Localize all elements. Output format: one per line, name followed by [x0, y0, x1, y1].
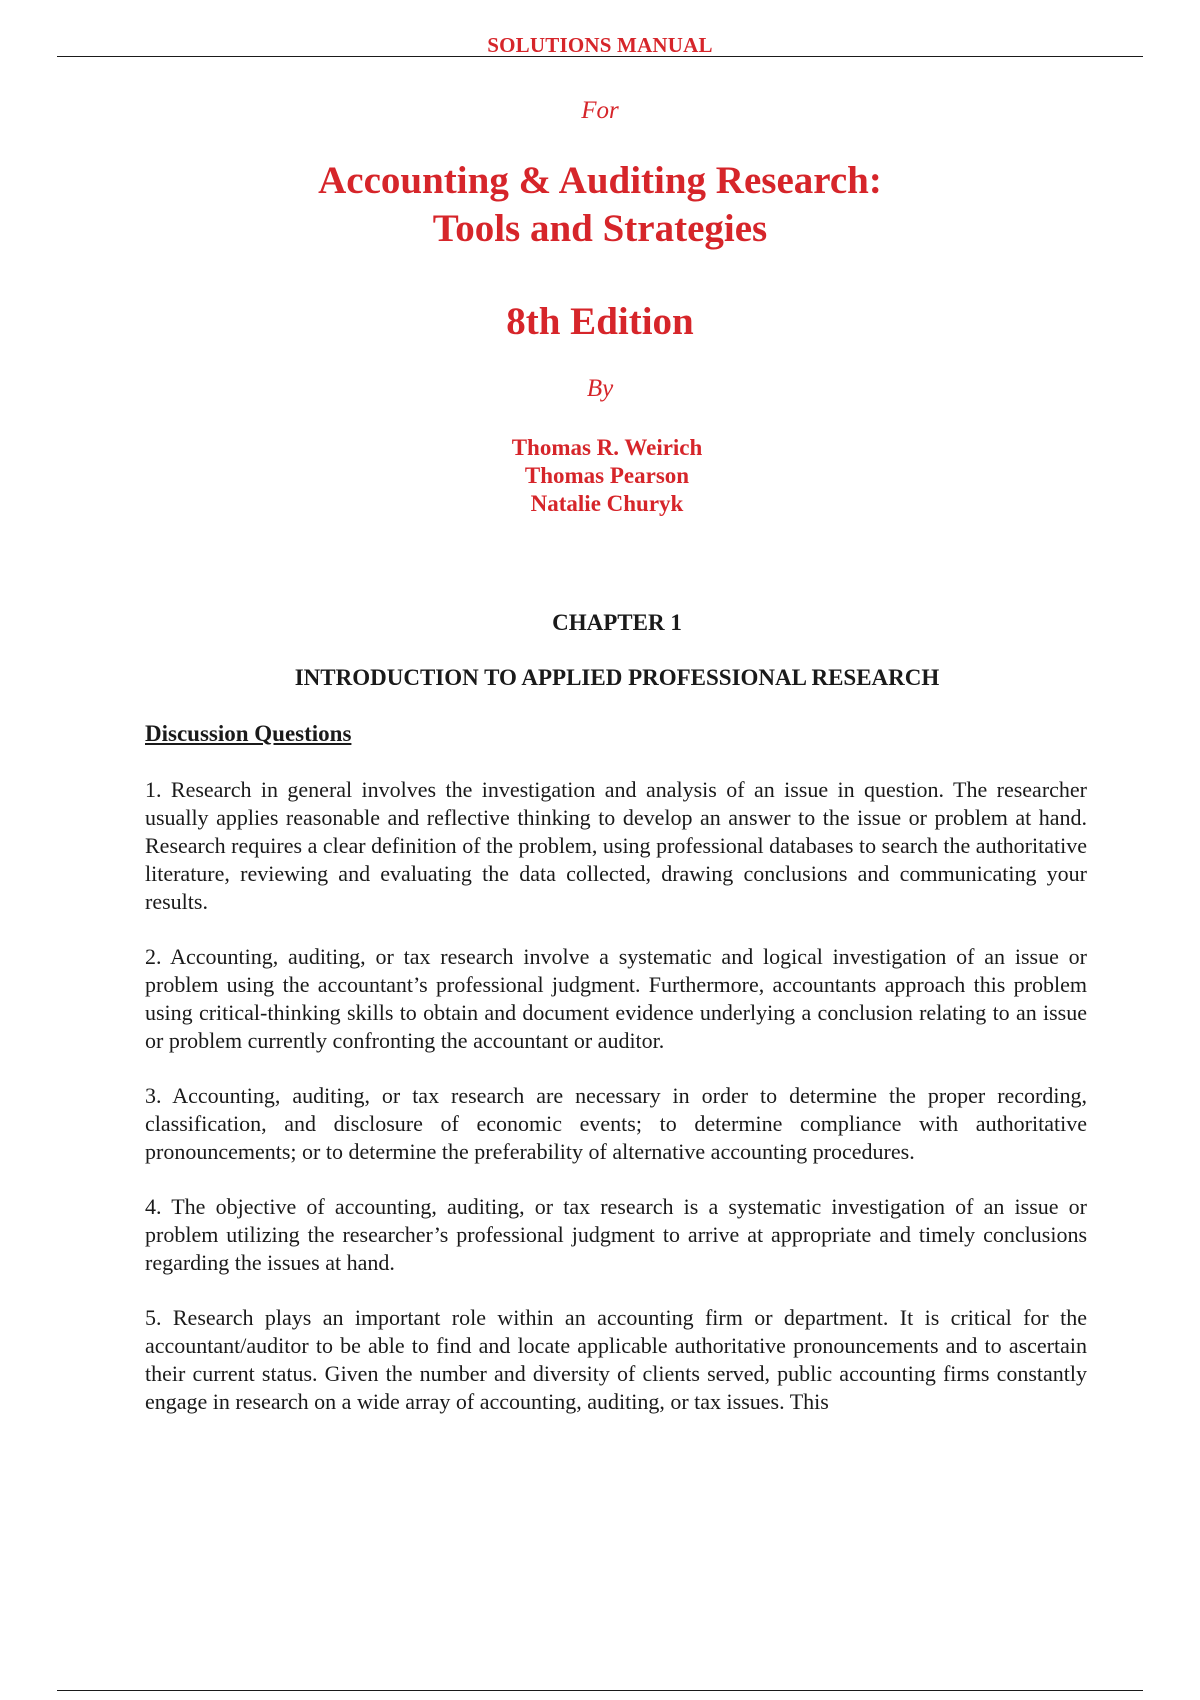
- question-paragraph: 3. Accounting, auditing, or tax research are necessary in order to determine the proper recording, classification, and disclosure of economic events; to determine compliance with authoritative pronouncements; or to determine the preferability of alternative accounting procedures.: [145, 1083, 1087, 1164]
- running-header: SOLUTIONS MANUAL: [487, 33, 713, 57]
- header-divider: [57, 56, 1143, 57]
- question-paragraph: 4. The objective of accounting, auditing, or tax research is a systematic investigation of an issue or problem utilizing the researcher’s professional judgment to arrive at appropriate and timely conclusions regarding the issues at hand.: [145, 1194, 1087, 1275]
- footer-divider: [57, 1690, 1143, 1691]
- book-title: [0, 157, 1200, 253]
- for-label: For: [581, 97, 619, 124]
- question-paragraph: 5. Research plays an important role within an accounting firm or department. It is critical for the accountant/auditor to be able to find and locate applicable authoritative pronouncements and to ascertain their current status. Given the number and diversity of clients served, public accounting firms constantly engage in research on a wide array of accounting, auditing, or tax issues. This: [145, 1305, 1087, 1414]
- question-paragraph: 2. Accounting, auditing, or tax research involve a systematic and logical investigation of an issue or problem using the accountant’s professional judgment. Furthermore, accountants approach this problem using critical-thinking skills to obtain and document evidence underlying a conclusion relating to an issue or problem currently confronting the accountant or auditor.: [145, 944, 1087, 1053]
- chapter-title: INTRODUCTION TO APPLIED PROFESSIONAL RESEARCH: [294, 665, 940, 690]
- by-label: By: [586, 375, 614, 402]
- question-paragraph: 1. Research in general involves the investigation and analysis of an issue in question. The researcher usually applies reasonable and reflective thinking to develop an answer to the issue or problem at hand. Research requires a clear definition of the problem, using professional databases to search the authoritative literature, reviewing and evaluating the data collected, drawing conclusions and communicating your results.: [145, 777, 1087, 914]
- book-title-line-1: Accounting & Auditing Research:: [318, 159, 882, 202]
- author-name: Natalie Churyk: [530, 491, 684, 516]
- book-title-line-2: Tools and Strategies: [432, 207, 768, 250]
- section-heading: Discussion Questions: [145, 721, 352, 746]
- discussion-questions: [145, 776, 1087, 1443]
- chapter-number: CHAPTER 1: [552, 610, 682, 635]
- edition-label: 8th Edition: [506, 300, 694, 343]
- author-name: Thomas R. Weirich: [511, 435, 703, 460]
- author-name: Thomas Pearson: [524, 463, 690, 488]
- author-list: [0, 434, 1200, 518]
